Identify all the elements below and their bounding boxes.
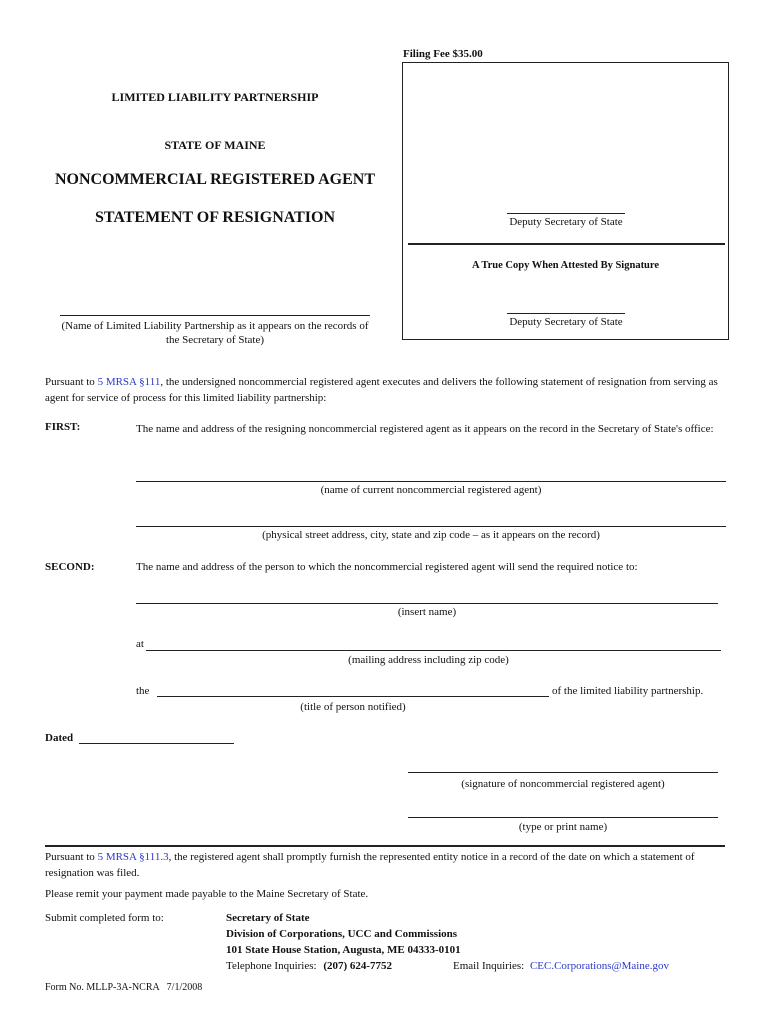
email-label: Email Inquiries: [453,960,525,972]
phone-label: Telephone Inquiries: [226,960,317,972]
print-name-caption: (type or print name) [518,821,608,833]
notice-name-caption: (insert name) [397,606,457,618]
agent-address-caption: (physical street address, city, state and zip code – as it appears on the record) [262,529,600,541]
form-title-2: STATEMENT OF RESIGNATION [94,209,336,226]
email-link[interactable]: CEC.Corporations@Maine.gov [529,960,670,972]
address-line-2: Division of Corporations, UCC and Commissions [226,928,458,940]
agent-signature-caption: (signature of noncommercial registered agent) [461,778,665,790]
llp-name-line[interactable] [60,315,370,316]
deputy-caption-2: Deputy Secretary of State [509,316,623,328]
llp-name-caption-1: (Name of Limited Liability Partnership as it appears on the records of [61,320,369,332]
mailing-address-line[interactable] [146,650,721,651]
title-notified-caption: (title of person notified) [300,701,406,713]
address-line-1: Secretary of State [226,912,310,924]
mailing-address-caption: (mailing address including zip code) [348,654,509,666]
first-text: The name and address of the resigning noncommercial registered agent as it appears on the record in the Secretary of State's office: [136,423,714,435]
notice-name-line[interactable] [136,603,718,604]
true-copy-text: A True Copy When Attested By Signature [471,260,660,271]
phone-number: (207) 624-7752 [323,960,393,972]
llp-name-caption-2: the Secretary of State) [165,334,265,346]
statute-link-111-3[interactable]: 5 MRSA §111.3 [97,851,169,863]
first-label: FIRST: [45,421,81,433]
form-title-1: NONCOMMERCIAL REGISTERED AGENT [54,171,376,188]
at-label: at [136,638,144,650]
deputy-signature-line-2 [507,313,625,314]
remit-text: Please remit your payment made payable to the Maine Secretary of State. [45,888,369,900]
statute-link-111[interactable]: 5 MRSA §111 [97,376,161,388]
dated-label: Dated [45,732,74,744]
phone-row [226,960,392,972]
intro-paragraph [45,374,735,406]
agent-name-line[interactable] [136,481,726,482]
title-notified-line[interactable] [157,696,549,697]
address-line-3: 101 State House Station, Augusta, ME 04333-0101 [226,944,461,956]
agent-signature-line[interactable] [408,772,718,773]
llp-heading: LIMITED LIABILITY PARTNERSHIP [111,90,319,104]
email-row [453,960,669,972]
submit-label: Submit completed form to: [45,912,164,924]
footer-divider [45,845,725,847]
deputy-signature-line-1 [507,213,625,214]
the-label: the [136,685,150,697]
of-llp-text: of the limited liability partnership. [552,685,704,697]
dated-line[interactable] [79,743,234,744]
second-label: SECOND: [45,561,95,573]
intro-post: , the undersigned noncommercial registered agent executes and delivers the following statement of resignation from serving as agent for service of process for this limited liability partnership: [45,376,718,404]
agent-address-line[interactable] [136,526,726,527]
attestation-box [402,62,729,340]
box-divider [408,243,725,245]
agent-name-caption: (name of current noncommercial registered agent) [320,484,542,496]
print-name-line[interactable] [408,817,718,818]
filing-fee: Filing Fee $35.00 [403,48,483,60]
state-heading: STATE OF MAINE [164,138,266,152]
second-text: The name and address of the person to which the noncommercial registered agent will send the required notice to: [136,561,638,573]
deputy-caption-1: Deputy Secretary of State [509,216,623,228]
form-number: Form No. MLLP-3A-NCRA 7/1/2008 [45,982,203,993]
intro-pre: Pursuant to [45,376,98,388]
notice-post: , the registered agent shall promptly furnish the represented entity notice in a record of the date on which a statement of resignation was filed. [45,851,695,879]
notice-pre: Pursuant to [45,851,98,863]
footer-notice [45,849,735,881]
